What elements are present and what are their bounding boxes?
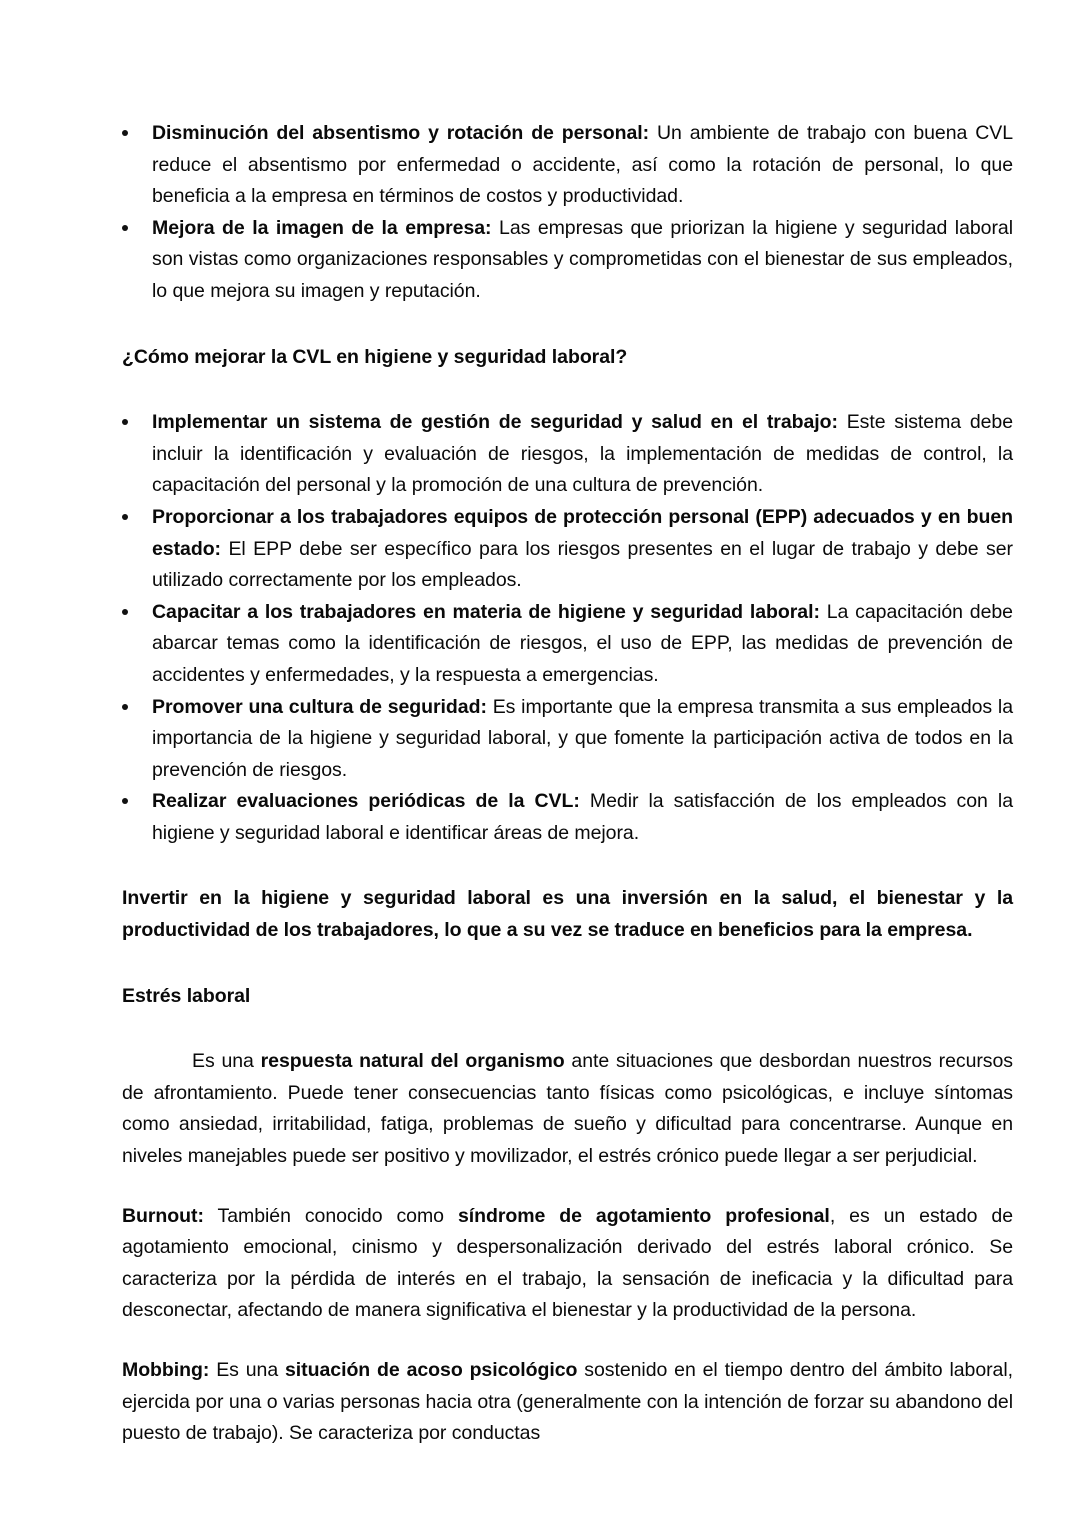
list-item-rest: Este sistema debe incluir la identificación y evaluación de riesgos, la implementación de medidas de control, la capacitación del personal y la promoción de una cultura de prevención.: [152, 411, 1013, 497]
bullet-point-icon: [122, 514, 128, 520]
paragraph-lead: síndrome de agotamiento profesional: [457, 1204, 830, 1227]
paragraph-mobbing: [122, 1355, 1013, 1450]
paragraph-mid: También conocido como: [203, 1204, 458, 1227]
benefits-list: [122, 118, 1013, 308]
list-item-text: [152, 407, 1013, 502]
paragraph-rest: , es un estado de agotamiento emocional, cinismo y despersonalización derivado del estrés laboral crónico. Se caracteriza por la pérdida de interés en el trabajo, la sensación de ineficacia y la dificultad para desconectar, afectando de manera significativa el bienestar y la productividad de la persona.: [122, 1204, 1013, 1322]
list-item-rest: Las empresas que priorizan la higiene y seguridad laboral son vistas como organizaciones responsables y comprometidas con el bienestar de sus empleados, lo que mejora su imagen y reputación.: [152, 216, 1013, 302]
spacer: [122, 849, 1013, 883]
list-item-rest: Es importante que la empresa transmita a sus empleados la importancia de la higiene y seguridad laboral, y que fomente la participación activa de todos en la prevención de riesgos.: [152, 695, 1013, 781]
list-item: [122, 118, 1013, 213]
spacer: [122, 308, 1013, 342]
list-item-text: [152, 786, 1013, 849]
bullet-point-icon: [122, 609, 128, 615]
list-item: [122, 786, 1013, 849]
list-item: [122, 597, 1013, 692]
list-item-rest: Medir la satisfacción de los empleados con la higiene y seguridad laboral e identificar áreas de mejora.: [152, 790, 1013, 844]
paragraph-rest: ante situaciones que desbordan nuestros recursos de afrontamiento. Puede tener consecuencias tanto físicas como psicológicas, e incluye síntomas como ansiedad, irritabilidad, fatiga, problemas de sueño y dificultad para concentrarse. Aunque en niveles manejables puede ser positivo y movilizador, el estrés crónico puede llegar a ser perjudicial.: [122, 1050, 1014, 1168]
paragraph-term: Mobbing:: [122, 1359, 210, 1381]
list-item-rest: El EPP debe ser específico para los riesgos presentes en el lugar de trabajo y debe ser utilizado correctamente por los empleados.: [152, 537, 1013, 592]
bullet-point-icon: [122, 130, 128, 136]
list-item: [122, 407, 1013, 502]
paragraph-estres-definition: [122, 1046, 1013, 1172]
paragraph-lead: respuesta natural del organismo: [260, 1050, 565, 1073]
paragraph-pre: Es una: [192, 1050, 261, 1073]
improvement-list: [122, 407, 1013, 849]
list-item-text: [152, 213, 1013, 308]
list-item-lead: Promover una cultura de seguridad:: [152, 695, 487, 718]
paragraph-burnout: [122, 1201, 1013, 1327]
bullet-point-icon: [122, 704, 128, 710]
list-item-text: [152, 502, 1013, 597]
document-body: [122, 118, 1013, 1450]
list-item: [122, 692, 1013, 787]
list-item-rest: Un ambiente de trabajo con buena CVL reduce el absentismo por enfermedad o accidente, así como la rotación de personal, lo que beneficia a la empresa en términos de costos y productividad.: [152, 122, 1013, 208]
heading-como-mejorar: ¿Cómo mejorar la CVL en higiene y seguridad laboral?: [122, 345, 628, 368]
list-item-text: [152, 597, 1013, 692]
heading-estres-laboral: Estrés laboral: [122, 984, 251, 1007]
spacer: [122, 373, 1013, 407]
list-item: [122, 213, 1013, 308]
spacer: [122, 947, 1013, 981]
spacer: [122, 1327, 1013, 1355]
paragraph-rest: sostenido en el tiempo dentro del ámbito laboral, ejercida por una o varias personas hacia otra (generalmente con la intención de forzar su abandono del puesto de trabajo). Se caracteriza por conductas: [122, 1359, 1014, 1445]
bullet-point-icon: [122, 798, 128, 804]
paragraph-inversion: Invertir en la higiene y seguridad laboral es una inversión en la salud, el bienestar y la productividad de los trabajadores, lo que a su vez se traduce en beneficios para la empresa.: [122, 887, 1013, 942]
spacer: [122, 1173, 1013, 1201]
list-item-text: [152, 692, 1013, 787]
list-item-lead: Implementar un sistema de gestión de seguridad y salud en el trabajo:: [152, 411, 838, 434]
paragraph-lead: situación de acoso psicológico: [285, 1359, 578, 1381]
paragraph-term: Burnout:: [122, 1204, 204, 1227]
spacer: [122, 1012, 1013, 1046]
list-item-lead: Disminución del absentismo y rotación de personal:: [152, 122, 650, 144]
bullet-point-icon: [122, 225, 128, 231]
list-item-rest: La capacitación debe abarcar temas como la identificación de riesgos, el uso de EPP, las medidas de prevención de accidentes y enfermedades, y la respuesta a emergencias.: [152, 600, 1013, 686]
list-item-lead: Mejora de la imagen de la empresa:: [152, 216, 492, 239]
list-item-lead: Realizar evaluaciones periódicas de la CVL:: [152, 790, 580, 813]
list-item: [122, 502, 1013, 597]
paragraph-mid: Es una: [209, 1359, 286, 1381]
list-item-lead: Proporcionar a los trabajadores equipos de protección personal (EPP) adecuados y en buen estado:: [152, 505, 1013, 560]
list-item-text: [152, 118, 1013, 213]
list-item-lead: Capacitar a los trabajadores en materia de higiene y seguridad laboral:: [152, 600, 820, 623]
bullet-point-icon: [122, 419, 128, 425]
